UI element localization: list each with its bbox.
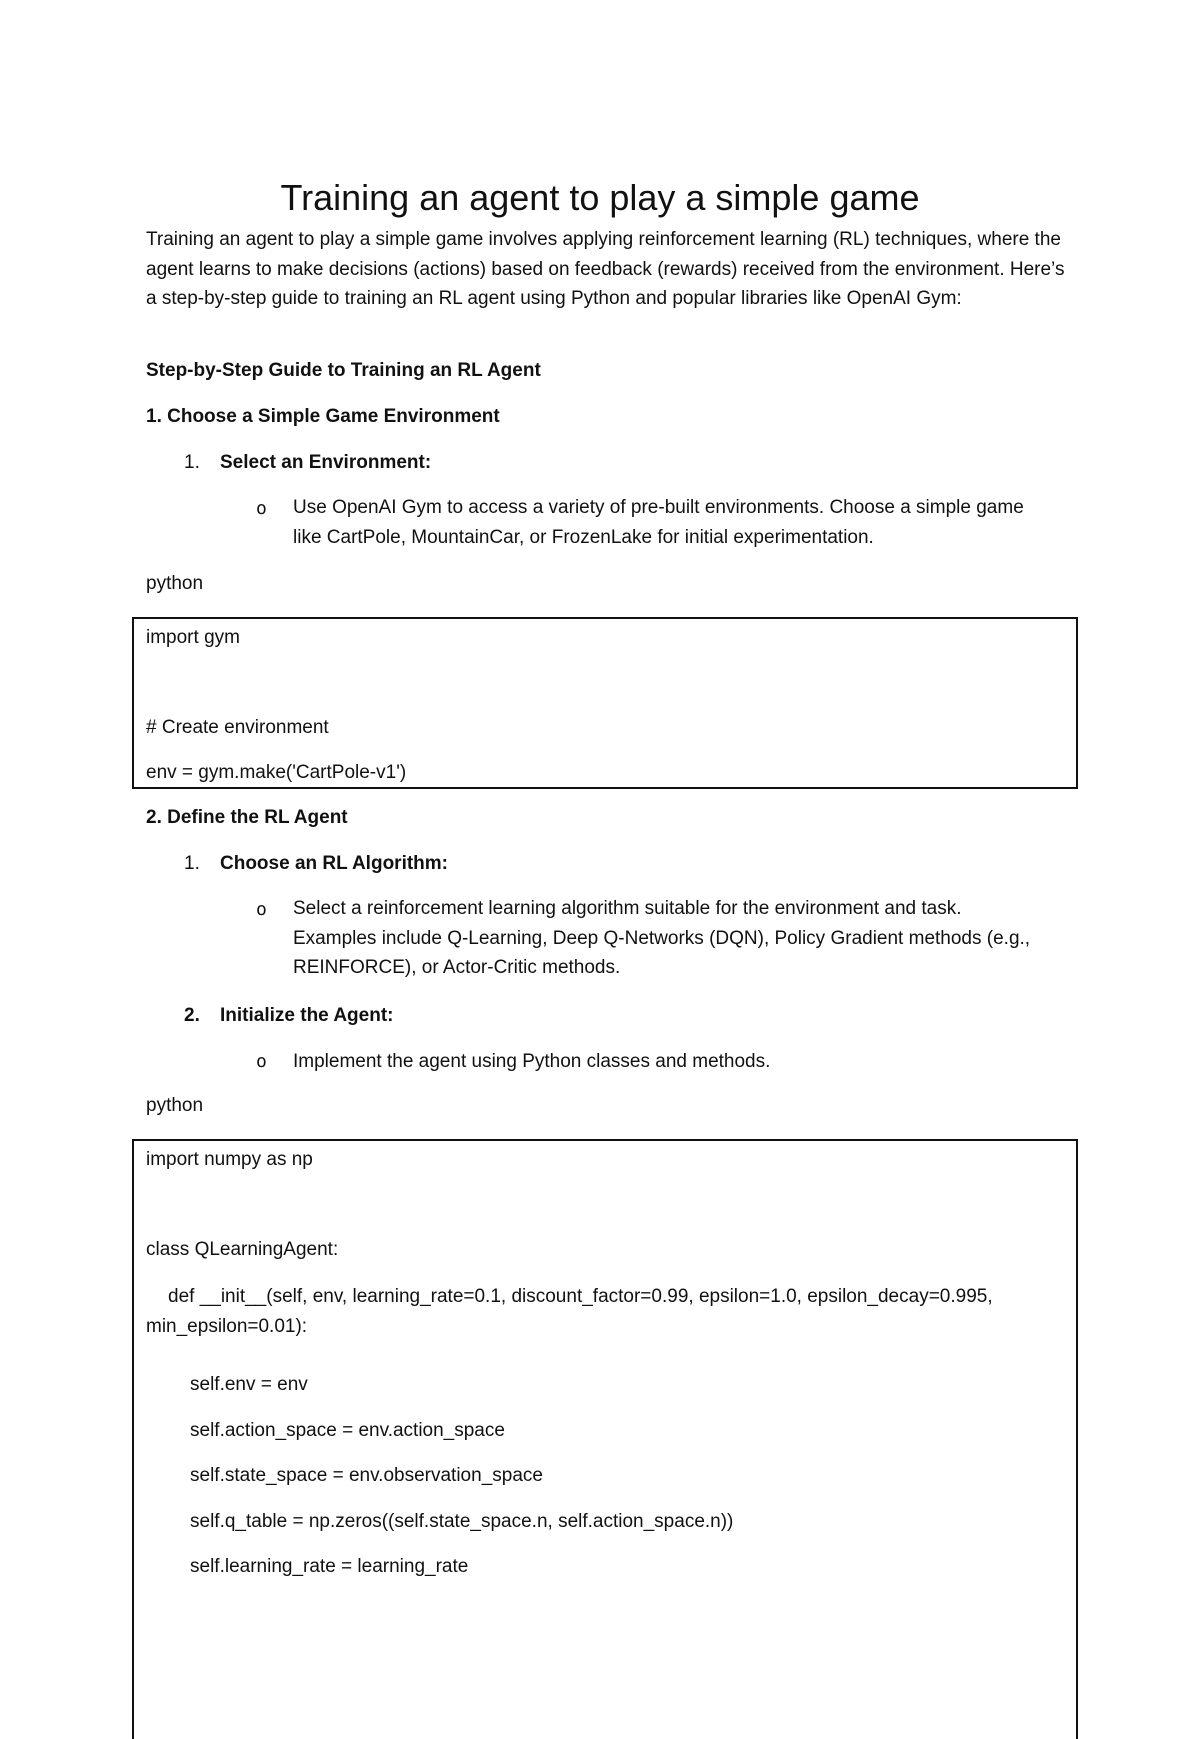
code-line: env = gym.make('CartPole-v1') [146,762,407,783]
code-line: class QLearningAgent: [146,1239,339,1260]
section2-item1-label: Choose an RL Algorithm: [220,853,448,874]
section2-item1-bullet-marker: o [256,899,267,920]
section2-heading: 2. Define the RL Agent [146,807,348,828]
intro-paragraph: Training an agent to play a simple game involves applying reinforcement learning (RL) techniques, where the agent learns to make decisions (actions) based on feedback (rewards) received from the environment. Here’s a step-by-step guide to training an RL agent using Python and popular libraries like OpenAI Gym: [146,229,1065,309]
code-line: import numpy as np [146,1149,313,1170]
section1-code-block [132,617,1078,789]
page-title: Training an agent to play a simple game [280,177,920,218]
section1-bullet-text: Use OpenAI Gym to access a variety of pre-built environments. Choose a simple game like CartPole, MountainCar, or FrozenLake for initial experimentation. [293,497,1024,548]
section2-code-language: python [146,1095,204,1116]
guide-heading: Step-by-Step Guide to Training an RL Agent [146,360,541,381]
code-line: def __init__(self, env, learning_rate=0.1, discount_factor=0.99, epsilon=1.0, epsilon_decay=0.995, min_epsilon=0.01): [146,1286,993,1337]
section1-bullet-marker: o [256,498,267,519]
section1-item1-label: Select an Environment: [220,452,432,473]
section1-code-language: python [146,573,204,594]
section1-item1-number: 1. [184,452,200,473]
code-line: self.env = env [190,1374,308,1395]
section2-item2-bullet-marker: o [256,1051,267,1072]
code-line: # Create environment [146,717,329,738]
section2-code-block [132,1139,1078,1739]
section2-item1-bullet-text: Select a reinforcement learning algorithm suitable for the environment and task. Examples include Q-Learning, Deep Q-Networks (DQN), Policy Gradient methods (e.g., REINFORCE), or Actor-Critic methods. [293,898,1031,978]
code-line: self.q_table = np.zeros((self.state_space.n, self.action_space.n)) [190,1511,734,1532]
section2-item2-number: 2. [184,1005,200,1026]
section2-item2-bullet-text: Implement the agent using Python classes and methods. [293,1051,771,1072]
code-line: self.action_space = env.action_space [190,1420,505,1441]
code-line: import gym [146,627,240,648]
code-line: self.state_space = env.observation_space [190,1465,543,1486]
code-line: self.learning_rate = learning_rate [190,1556,469,1577]
section2-item1-number: 1. [184,853,200,874]
section2-item2-label: Initialize the Agent: [220,1005,394,1026]
section1-heading: 1. Choose a Simple Game Environment [146,406,500,427]
